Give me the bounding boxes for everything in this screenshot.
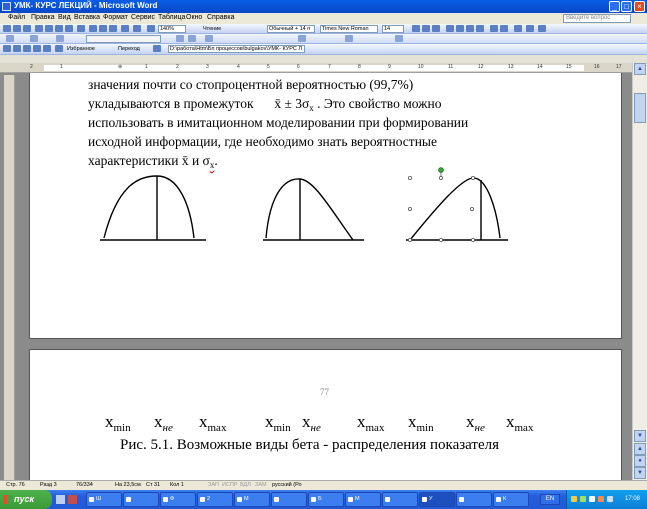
highlight-icon[interactable] xyxy=(526,25,534,32)
ruler-number: 2 xyxy=(176,64,179,70)
tool-icon[interactable] xyxy=(176,35,184,42)
ruler-number: 1 xyxy=(60,64,63,70)
axis-label-xmax: $x_{max}$ xyxy=(357,412,385,434)
home-icon[interactable] xyxy=(43,45,51,52)
ruler-number: 13 xyxy=(508,64,514,70)
tool-icon[interactable] xyxy=(6,35,14,42)
start-label: пуск xyxy=(14,494,35,504)
open-icon[interactable] xyxy=(13,25,21,32)
windows-logo-icon xyxy=(3,495,12,504)
redo-icon[interactable] xyxy=(133,25,141,32)
formula-subscript: x xyxy=(309,103,314,113)
underline-icon[interactable] xyxy=(432,25,440,32)
formula-subscript: x xyxy=(209,160,215,170)
tool-icon[interactable] xyxy=(30,35,38,42)
quicklaunch-icon[interactable] xyxy=(68,495,77,504)
task-button[interactable]: М xyxy=(345,492,381,507)
justify-icon[interactable] xyxy=(476,25,484,32)
word-icon[interactable] xyxy=(2,2,11,11)
status-ovr[interactable]: ЗАМ xyxy=(255,482,267,488)
title-bar xyxy=(0,0,647,13)
print-icon[interactable] xyxy=(55,25,63,32)
menu-format[interactable]: Формат xyxy=(103,14,128,21)
email-icon[interactable] xyxy=(45,25,53,32)
task-button-active[interactable]: У xyxy=(419,492,455,507)
ruler-number: 12 xyxy=(478,64,484,70)
axis-label-xmax: $x_{max}$ xyxy=(506,412,534,434)
status-col: Кол 1 xyxy=(170,482,184,488)
ruler-number: 5 xyxy=(267,64,270,70)
minimize-button[interactable]: _ xyxy=(609,1,620,12)
figure-caption: Рис. 5.1. Возможные виды бета - распределения показателя xyxy=(120,437,500,453)
menu-window[interactable]: Окно xyxy=(186,14,203,21)
goto-button[interactable]: Переход xyxy=(118,46,140,52)
ruler-number: 10 xyxy=(418,64,424,70)
align-center-icon[interactable] xyxy=(456,25,464,32)
ruler-number: 11 xyxy=(448,64,454,70)
axis-label-xne: $x_{не}$ xyxy=(466,412,485,434)
indent-marker[interactable]: ⊕ xyxy=(118,64,123,70)
paragraph-marks-icon[interactable] xyxy=(147,25,155,32)
menu-tools[interactable]: Сервис xyxy=(131,14,155,21)
status-ext[interactable]: ВДЛ xyxy=(240,482,251,488)
style-select[interactable]: Обычный + 14 п xyxy=(267,25,315,33)
horizontal-ruler[interactable] xyxy=(0,63,647,73)
help-search-input[interactable]: Введите вопрос xyxy=(563,14,631,23)
status-section: Разд 3 xyxy=(40,482,57,488)
text-run: . xyxy=(214,153,218,168)
tool-icon[interactable] xyxy=(188,35,196,42)
window-title: УМК- КУРС ЛЕКЦИЙ - Microsoft Word xyxy=(14,1,158,10)
ruler-number: 15 xyxy=(566,64,572,70)
next-page-button[interactable]: ▼ xyxy=(634,467,646,479)
task-button[interactable]: М xyxy=(234,492,270,507)
system-tray xyxy=(566,490,647,509)
text-run: . Это свойство можно xyxy=(317,96,442,111)
axis-label-xmax: $x_{max}$ xyxy=(199,412,227,434)
status-language[interactable]: русский (Ро xyxy=(272,482,302,488)
tray-icon[interactable] xyxy=(589,496,595,502)
align-left-icon[interactable] xyxy=(446,25,454,32)
ruler-number: 3 xyxy=(206,64,209,70)
vertical-scrollbar[interactable] xyxy=(632,63,647,480)
tool-icon[interactable] xyxy=(205,35,213,42)
resize-handle xyxy=(470,207,473,210)
font-select[interactable]: Times New Roman xyxy=(320,25,378,33)
menu-insert[interactable]: Вставка xyxy=(74,14,101,21)
search-web-icon[interactable] xyxy=(55,45,63,52)
scroll-thumb[interactable] xyxy=(634,93,646,123)
text-run: укладываются в промежуток xyxy=(88,96,254,111)
ruler-number: 17 xyxy=(616,64,622,70)
task-button[interactable]: К xyxy=(493,492,529,507)
taskbar xyxy=(0,490,647,509)
axis-label-xmin: $x_{min}$ xyxy=(408,412,434,434)
status-line: Ст 31 xyxy=(146,482,161,488)
text-run: и σ xyxy=(191,153,210,168)
copy-icon[interactable] xyxy=(99,25,107,32)
beta-distribution-drawing[interactable] xyxy=(30,73,621,339)
menu-edit[interactable]: Правка xyxy=(31,14,55,21)
ruler-number: 14 xyxy=(537,64,543,70)
numbering-icon[interactable] xyxy=(490,25,498,32)
align-right-icon[interactable] xyxy=(466,25,474,32)
resize-handle xyxy=(408,176,411,179)
status-position: На 23,5см xyxy=(115,482,141,488)
tool-icon[interactable] xyxy=(298,35,306,42)
font-color-icon[interactable] xyxy=(538,25,546,32)
curve-left-skewed xyxy=(410,178,500,240)
tool-icon[interactable] xyxy=(56,35,64,42)
bold-icon[interactable] xyxy=(412,25,420,32)
formula: x̄ ± 3σ xyxy=(274,96,310,111)
scroll-up-button[interactable]: ▲ xyxy=(634,63,646,75)
task-button[interactable]: 2 xyxy=(197,492,233,507)
resize-handle xyxy=(471,238,474,241)
curve-symmetric xyxy=(104,176,194,238)
address-field[interactable]: D:\работа\Htm\Бп процессов\bulgakov\УМК- КУРС Л xyxy=(168,45,305,53)
ruler-number: 16 xyxy=(594,64,600,70)
status-trk[interactable]: ИСПР xyxy=(222,482,238,488)
task-button[interactable] xyxy=(271,492,307,507)
italic-icon[interactable] xyxy=(422,25,430,32)
task-button[interactable]: Ф xyxy=(160,492,196,507)
document-page[interactable] xyxy=(29,349,622,480)
status-page: Стр. 76 xyxy=(6,482,25,488)
ruler-number: 4 xyxy=(237,64,240,70)
web-toolbar xyxy=(0,44,647,55)
document-page[interactable] xyxy=(29,73,622,339)
clock[interactable]: 17:08 xyxy=(625,496,641,502)
ruler-number: 2 xyxy=(30,64,33,70)
tray-icon[interactable] xyxy=(571,496,577,502)
undo-icon[interactable] xyxy=(121,25,129,32)
vertical-ruler[interactable] xyxy=(4,75,15,480)
close-button[interactable]: × xyxy=(634,1,645,12)
scroll-down-button[interactable]: ▼ xyxy=(634,430,646,442)
stop-icon[interactable] xyxy=(23,45,31,52)
drawing-toolbar xyxy=(0,34,647,44)
status-pages: 76/334 xyxy=(76,482,93,488)
toolbar-spacer xyxy=(0,55,647,63)
favorites-button[interactable]: Избранное xyxy=(67,46,95,52)
menu-file[interactable]: Файл xyxy=(8,14,26,21)
formula: x̄ xyxy=(181,153,189,168)
resize-handle xyxy=(439,238,442,241)
border-icon[interactable] xyxy=(514,25,522,32)
reading-button[interactable]: Чтение xyxy=(203,26,222,32)
ruler-number: 7 xyxy=(328,64,331,70)
save-icon[interactable] xyxy=(23,25,31,32)
axis-label-xne: $x_{не}$ xyxy=(302,412,321,434)
axis-label-xmin: $x_{min}$ xyxy=(105,412,131,434)
status-rec[interactable]: ЗАП xyxy=(208,482,219,488)
selection-handles xyxy=(408,176,474,241)
text-run: характеристики xyxy=(88,153,179,168)
language-indicator[interactable]: EN xyxy=(540,494,560,505)
preview-icon[interactable] xyxy=(65,25,73,32)
permission-icon[interactable] xyxy=(35,25,43,32)
task-button[interactable] xyxy=(456,492,492,507)
task-button[interactable] xyxy=(123,492,159,507)
paste-icon[interactable] xyxy=(109,25,117,32)
rotate-handle xyxy=(439,168,444,173)
menu-bar xyxy=(0,13,647,24)
bullets-icon[interactable] xyxy=(500,25,508,32)
paragraph-line: значения почти со стопроцентной вероятностью (99,7%) xyxy=(88,77,414,92)
paragraph-line: использовать в имитационном моделировании при формировании xyxy=(88,115,469,130)
paragraph-line: исходной информации, где необходимо знать вероятностные xyxy=(88,134,437,149)
font-size-select[interactable]: 14 xyxy=(382,25,404,33)
show-only-web-icon[interactable] xyxy=(153,45,161,52)
ruler-number: 1 xyxy=(145,64,148,70)
prev-page-button[interactable]: ▲ xyxy=(634,443,646,455)
ruler-number: 8 xyxy=(358,64,361,70)
task-button[interactable]: Б xyxy=(308,492,344,507)
status-bar xyxy=(0,480,647,490)
resize-handle xyxy=(408,207,411,210)
axis-label-xne: $x_{не}$ xyxy=(154,412,173,434)
zoom-select[interactable]: 140% xyxy=(158,25,186,33)
ruler-text-area xyxy=(44,65,584,71)
curve-right-skewed xyxy=(266,179,353,240)
ruler-number: 9 xyxy=(388,64,391,70)
tool-icon[interactable] xyxy=(395,35,403,42)
refresh-icon[interactable] xyxy=(33,45,41,52)
new-icon[interactable] xyxy=(3,25,11,32)
tray-icon[interactable] xyxy=(607,496,613,502)
back-icon[interactable] xyxy=(3,45,11,52)
ruler-number: 6 xyxy=(297,64,300,70)
toolbar-combo[interactable] xyxy=(86,35,161,43)
tool-icon[interactable] xyxy=(345,35,353,42)
spelling-icon[interactable] xyxy=(77,25,85,32)
axis-label-xmin: $x_{min}$ xyxy=(265,412,291,434)
task-button[interactable]: Ш xyxy=(86,492,122,507)
tray-icon[interactable] xyxy=(580,496,586,502)
cut-icon[interactable] xyxy=(89,25,97,32)
task-button[interactable] xyxy=(382,492,418,507)
maximize-button[interactable]: □ xyxy=(621,1,632,12)
tray-icon[interactable] xyxy=(598,496,604,502)
menu-view[interactable]: Вид xyxy=(58,14,71,21)
menu-table[interactable]: Таблица xyxy=(158,14,186,21)
resize-handle xyxy=(471,176,474,179)
menu-help[interactable]: Справка xyxy=(207,14,235,21)
select-browse-object-button[interactable]: ● xyxy=(634,455,646,467)
resize-handle xyxy=(408,238,411,241)
standard-toolbar xyxy=(0,24,647,34)
forward-icon[interactable] xyxy=(13,45,21,52)
page-number: 77 xyxy=(320,387,329,397)
quicklaunch-icon[interactable] xyxy=(56,495,65,504)
